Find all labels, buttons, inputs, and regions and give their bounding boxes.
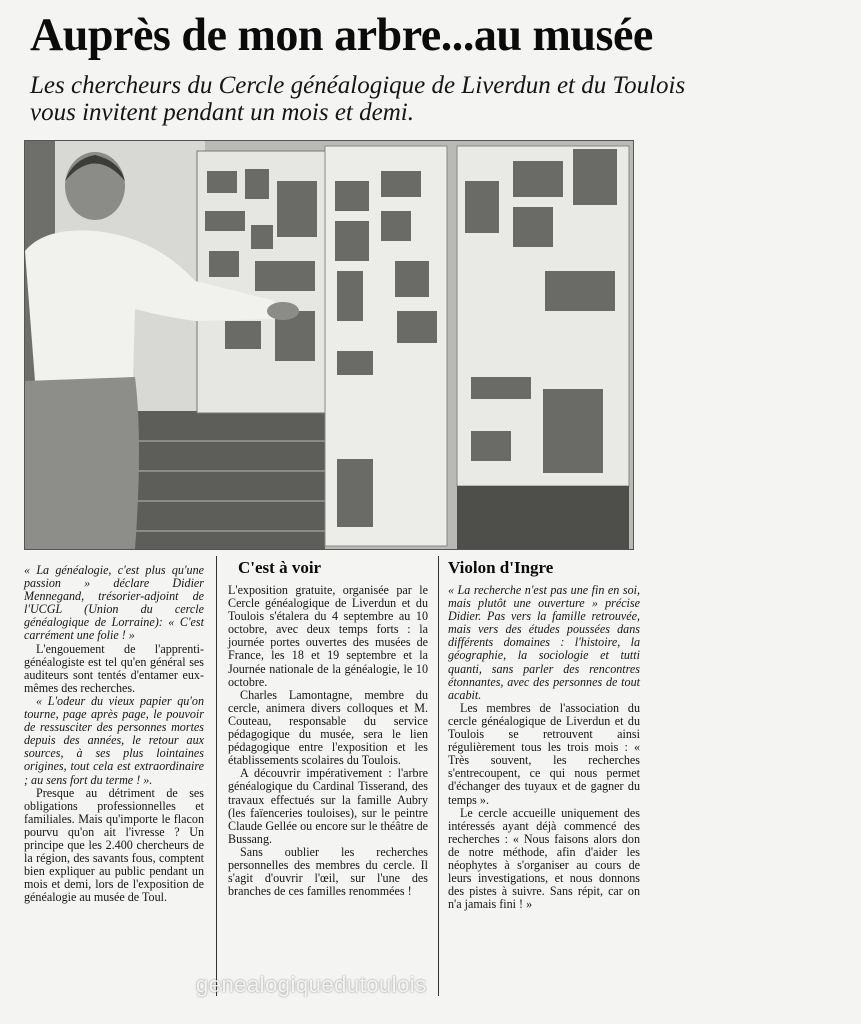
- col2-paragraph-2: Charles Lamontagne, membre du cercle, animera divers colloques et M. Couteau, responsable du service pédagogique du musée, sera le lien pédagogique entre l'exposition et les établissements scolaires du Toulois.: [228, 687, 428, 768]
- column-2: [228, 558, 428, 898]
- col1-paragraph-1: « La généalogie, c'est plus qu'une passion » déclare Didier Mennegand, trésorier-adjoint de l'UCGL (Union du cercle généalogique de Lorraine): « C'est carrément une folie ! »: [24, 563, 204, 643]
- col3-title: Violon d'Ingre: [448, 558, 554, 577]
- column-1: [24, 564, 204, 904]
- column-3: [448, 558, 640, 911]
- col1-paragraph-2: L'engouement de l'apprenti-généalogiste est tel qu'en général ses auditeurs sont tentés d'entamer eux-mêmes des recherches.: [24, 641, 204, 695]
- col1-paragraph-4: Presque au détriment de ses obligations professionnelles et familiales. Mais qu'importe le flacon pourvu qu'on ait l'ivresse ? Un principe que les 2.400 chercheurs de la région, des savants fous, comptent bien expliquer au public pendant un mois et demi, lors de l'exposition de généalogie au musée de Toul.: [24, 785, 204, 905]
- photo-illustration-icon: [25, 141, 633, 549]
- col2-paragraph-3: A découvrir impérativement : l'arbre généalogique du Cardinal Tisserand, des travaux effectués sur la famille Aubry (les faïenceries touloises), sur le peintre Claude Gellée ou encore sur le théâtre de Bussang.: [228, 766, 428, 846]
- col1-paragraph-3: « L'odeur du vieux papier qu'on tourne, page après page, le pouvoir de ressusciter des personnes mortes depuis des années, le retour aux sources, à ses plus lointaines origines, tout cela est extraordinaire ; au sens fort du terme ! ».: [24, 693, 204, 787]
- col2-paragraph-4: Sans oublier les recherches personnelles des membres du cercle. Il s'agit d'ouvrir l'œil, sur l'une des branches de ces familles renommées !: [228, 844, 428, 899]
- column-rule-1: [216, 556, 217, 996]
- subheadline-line-1: Les chercheurs du Cercle généalogique de Liverdun et du Toulois: [30, 72, 686, 99]
- headline: Auprès de mon arbre...au musée: [30, 9, 653, 61]
- col3-paragraph-1: « La recherche n'est pas une fin en soi, mais plutôt une ouverture » précise Didier. Pas vers la famille retrouvée, mais vers des études poussées dans différents domaines : l'histoire, la géographie, la sociologie et tutti quanti, sans parler des rencontres étonnantes, avec des personnes de tout acabit.: [448, 583, 640, 702]
- col3-paragraph-2: Les membres de l'association du cercle généalogique de Liverdun et du Toulois se retrouvent ainsi régulièrement tous les trois mois : « Très souvent, les recherches s'entrecoupent, ce qui nous permet d'échanger des tuyaux et de gagner du temps ».: [448, 700, 640, 807]
- watermark-text: genealogiquedutoulois: [196, 972, 427, 997]
- exhibition-photo: [24, 140, 634, 550]
- subheadline: [30, 72, 685, 126]
- col2-paragraph-1: L'exposition gratuite, organisée par le Cercle généalogique de Liverdun et du Toulois s'étalera du 4 septembre au 10 octobre, avec deux temps forts : la journée portes ouvertes des musées de France, les 18 et 19 septembre et la Journée nationale de la généalogie, le 10 octobre.: [228, 583, 428, 689]
- col2-title: C'est à voir: [238, 558, 322, 577]
- col3-paragraph-3: Le cercle accueille uniquement des intéressés ayant déjà commencé des recherches : « Nous faisons alors don de notre méthode, afin d'aider les néophytes à s'organiser au cours de leurs investigations, et nous donnons des pistes à suivre. Sans répit, car on n'a jamais fini ! »: [448, 805, 640, 912]
- subheadline-line-2: vous invitent pendant un mois et demi.: [30, 99, 414, 126]
- column-rule-2: [438, 556, 439, 996]
